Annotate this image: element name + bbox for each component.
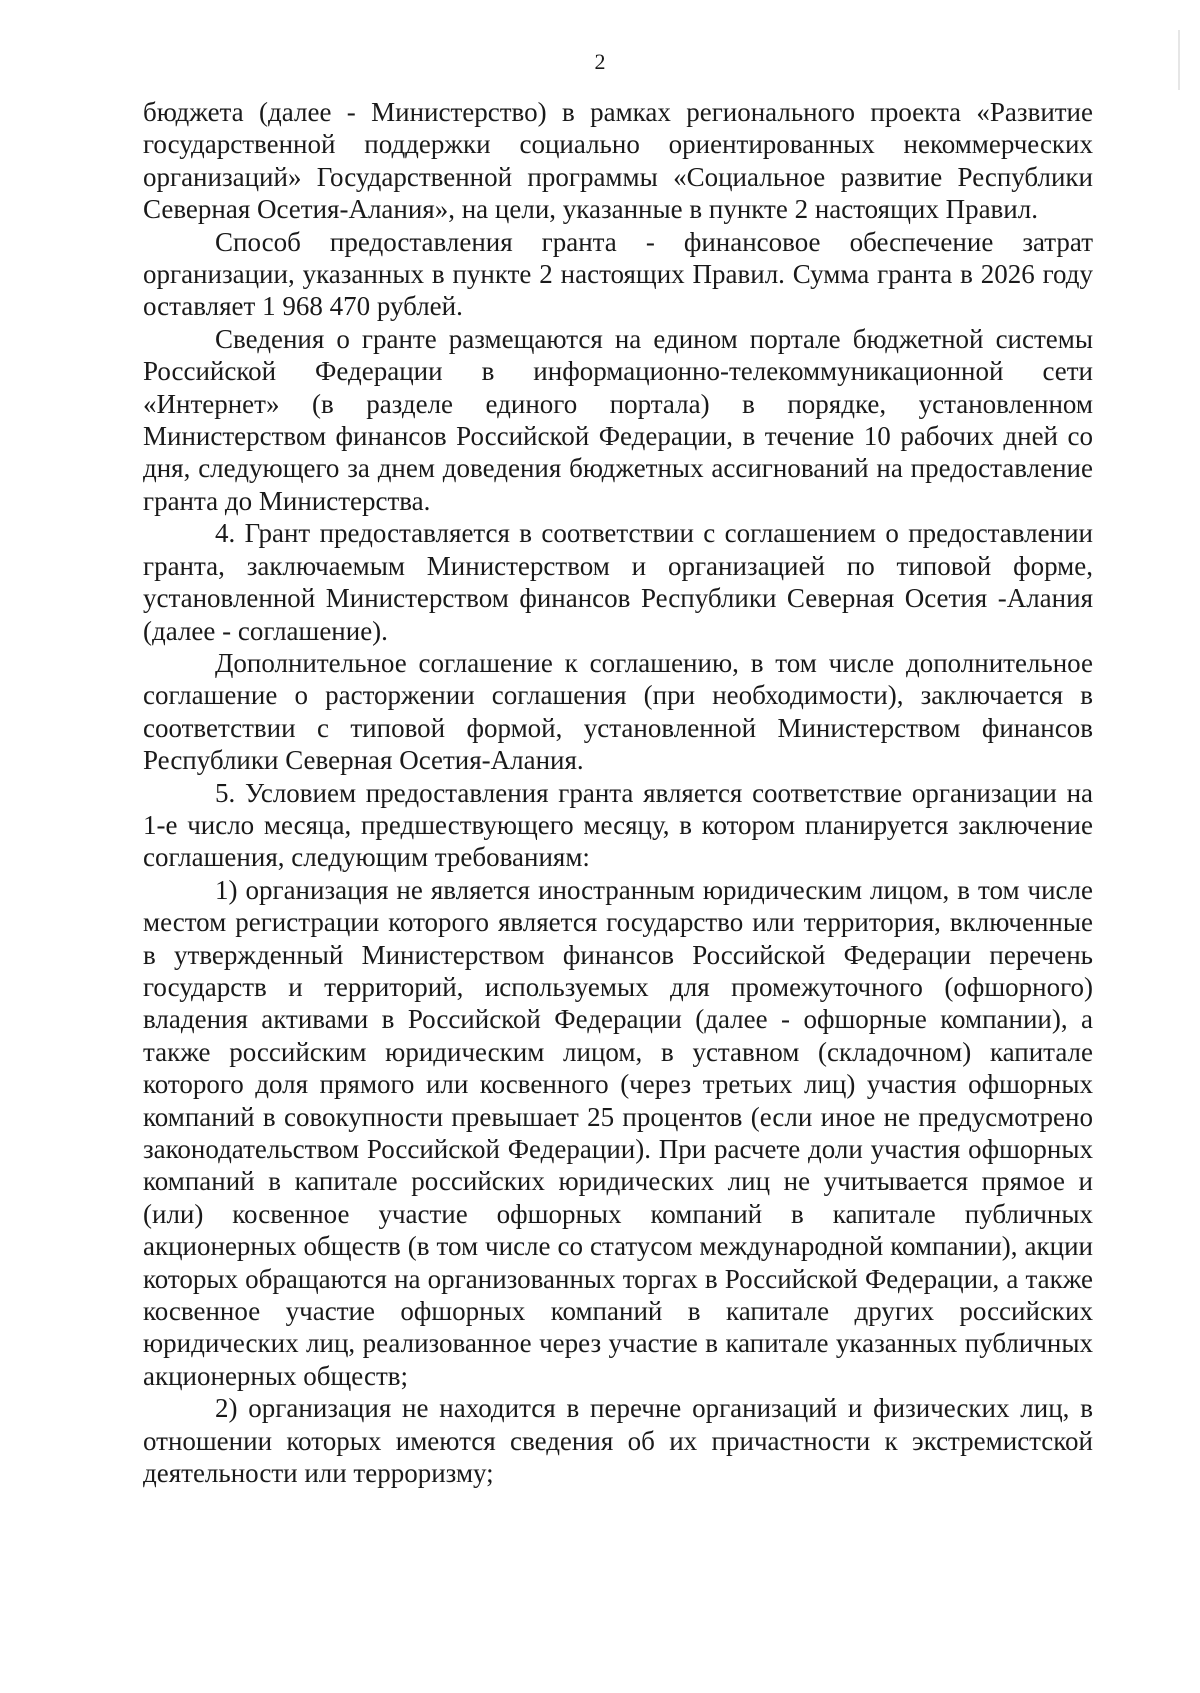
paragraph-item-5: 5. Условием предоставления гранта является соответствие организации на 1-е число месяца, предшествующего месяцу, в котором планируется заключение соглашения, следующим требованиям: — [143, 777, 1093, 873]
paragraph-requirement-1: 1) организация не является иностранным юридическим лицом, в том числе местом регистрации которого является государство или территория, включенные в утвержденный Министерством финансов Российской Федерации перечень государств и территорий, используемых для промежуточного (офшорного) владения активами в Российской Федерации (далее - офшорные компании), а также российским юридическим лицом, в уставном (складочном) капитале которого доля прямого или косвенного (через третьих лиц) участия офшорных компаний в совокупности превышает 25 процентов (если иное не предусмотрено законодательством Российской Федерации). При расчете доли участия офшорных компаний в капитале российских юридических лиц не учитывается прямое и (или) косвенное участие офшорных компаний в капитале публичных акционерных обществ (в том числе со статусом международной компании), акции которых обращаются на организованных торгах в Российской Федерации, а также косвенное участие офшорных компаний в капитале других российских юридических лиц, реализованное через участие в капитале указанных публичных акционерных обществ; — [143, 874, 1093, 1391]
paragraph-grant-info-portal: Сведения о гранте размещаются на едином портале бюджетной системы Российской Федерации в информационно-телекоммуникационной сети «Интернет» (в разделе единого портала) в порядке, установленном Министерством финансов Российской Федерации, в течение 10 рабочих дней со дня, следующего за днем доведения бюджетных ассигнований на предоставление гранта до Министерства. — [143, 323, 1093, 516]
paragraph-grant-method: Способ предоставления гранта - финансовое обеспечение затрат организации, указанных в пункте 2 настоящих Правил. Сумма гранта в 2026 году оставляет 1 968 470 рублей. — [143, 226, 1093, 322]
page-number: 2 — [594, 49, 606, 74]
paragraph-item-4: 4. Грант предоставляется в соответствии с соглашением о предоставлении гранта, заключаемым Министерством и организацией по типовой форме, установленной Министерством финансов Республики Северная Осетия -Алания (далее - соглашение). — [143, 518, 1093, 646]
paragraph-requirement-2: 2) организация не находится в перечне организаций и физических лиц, в отношении которых имеются сведения об их причастности к экстремистской деятельности или терроризму; — [143, 1393, 1093, 1489]
paragraph-additional-agreement: Дополнительное соглашение к соглашению, в том числе дополнительное соглашение о расторжении соглашения (при необходимости), заключается в соответствии с типовой формой, установленной Министерством финансов Республики Северная Осетия-Алания. — [143, 647, 1093, 776]
document-body — [143, 96, 1093, 1489]
paragraph-budget-continuation: бюджета (далее - Министерство) в рамках регионального проекта «Развитие государственной поддержки социально ориентированных некоммерческих организаций» Государственной программы «Социальное развитие Республики Северная Осетия-Алания», на цели, указанные в пункте 2 настоящих Правил. — [143, 97, 1093, 225]
